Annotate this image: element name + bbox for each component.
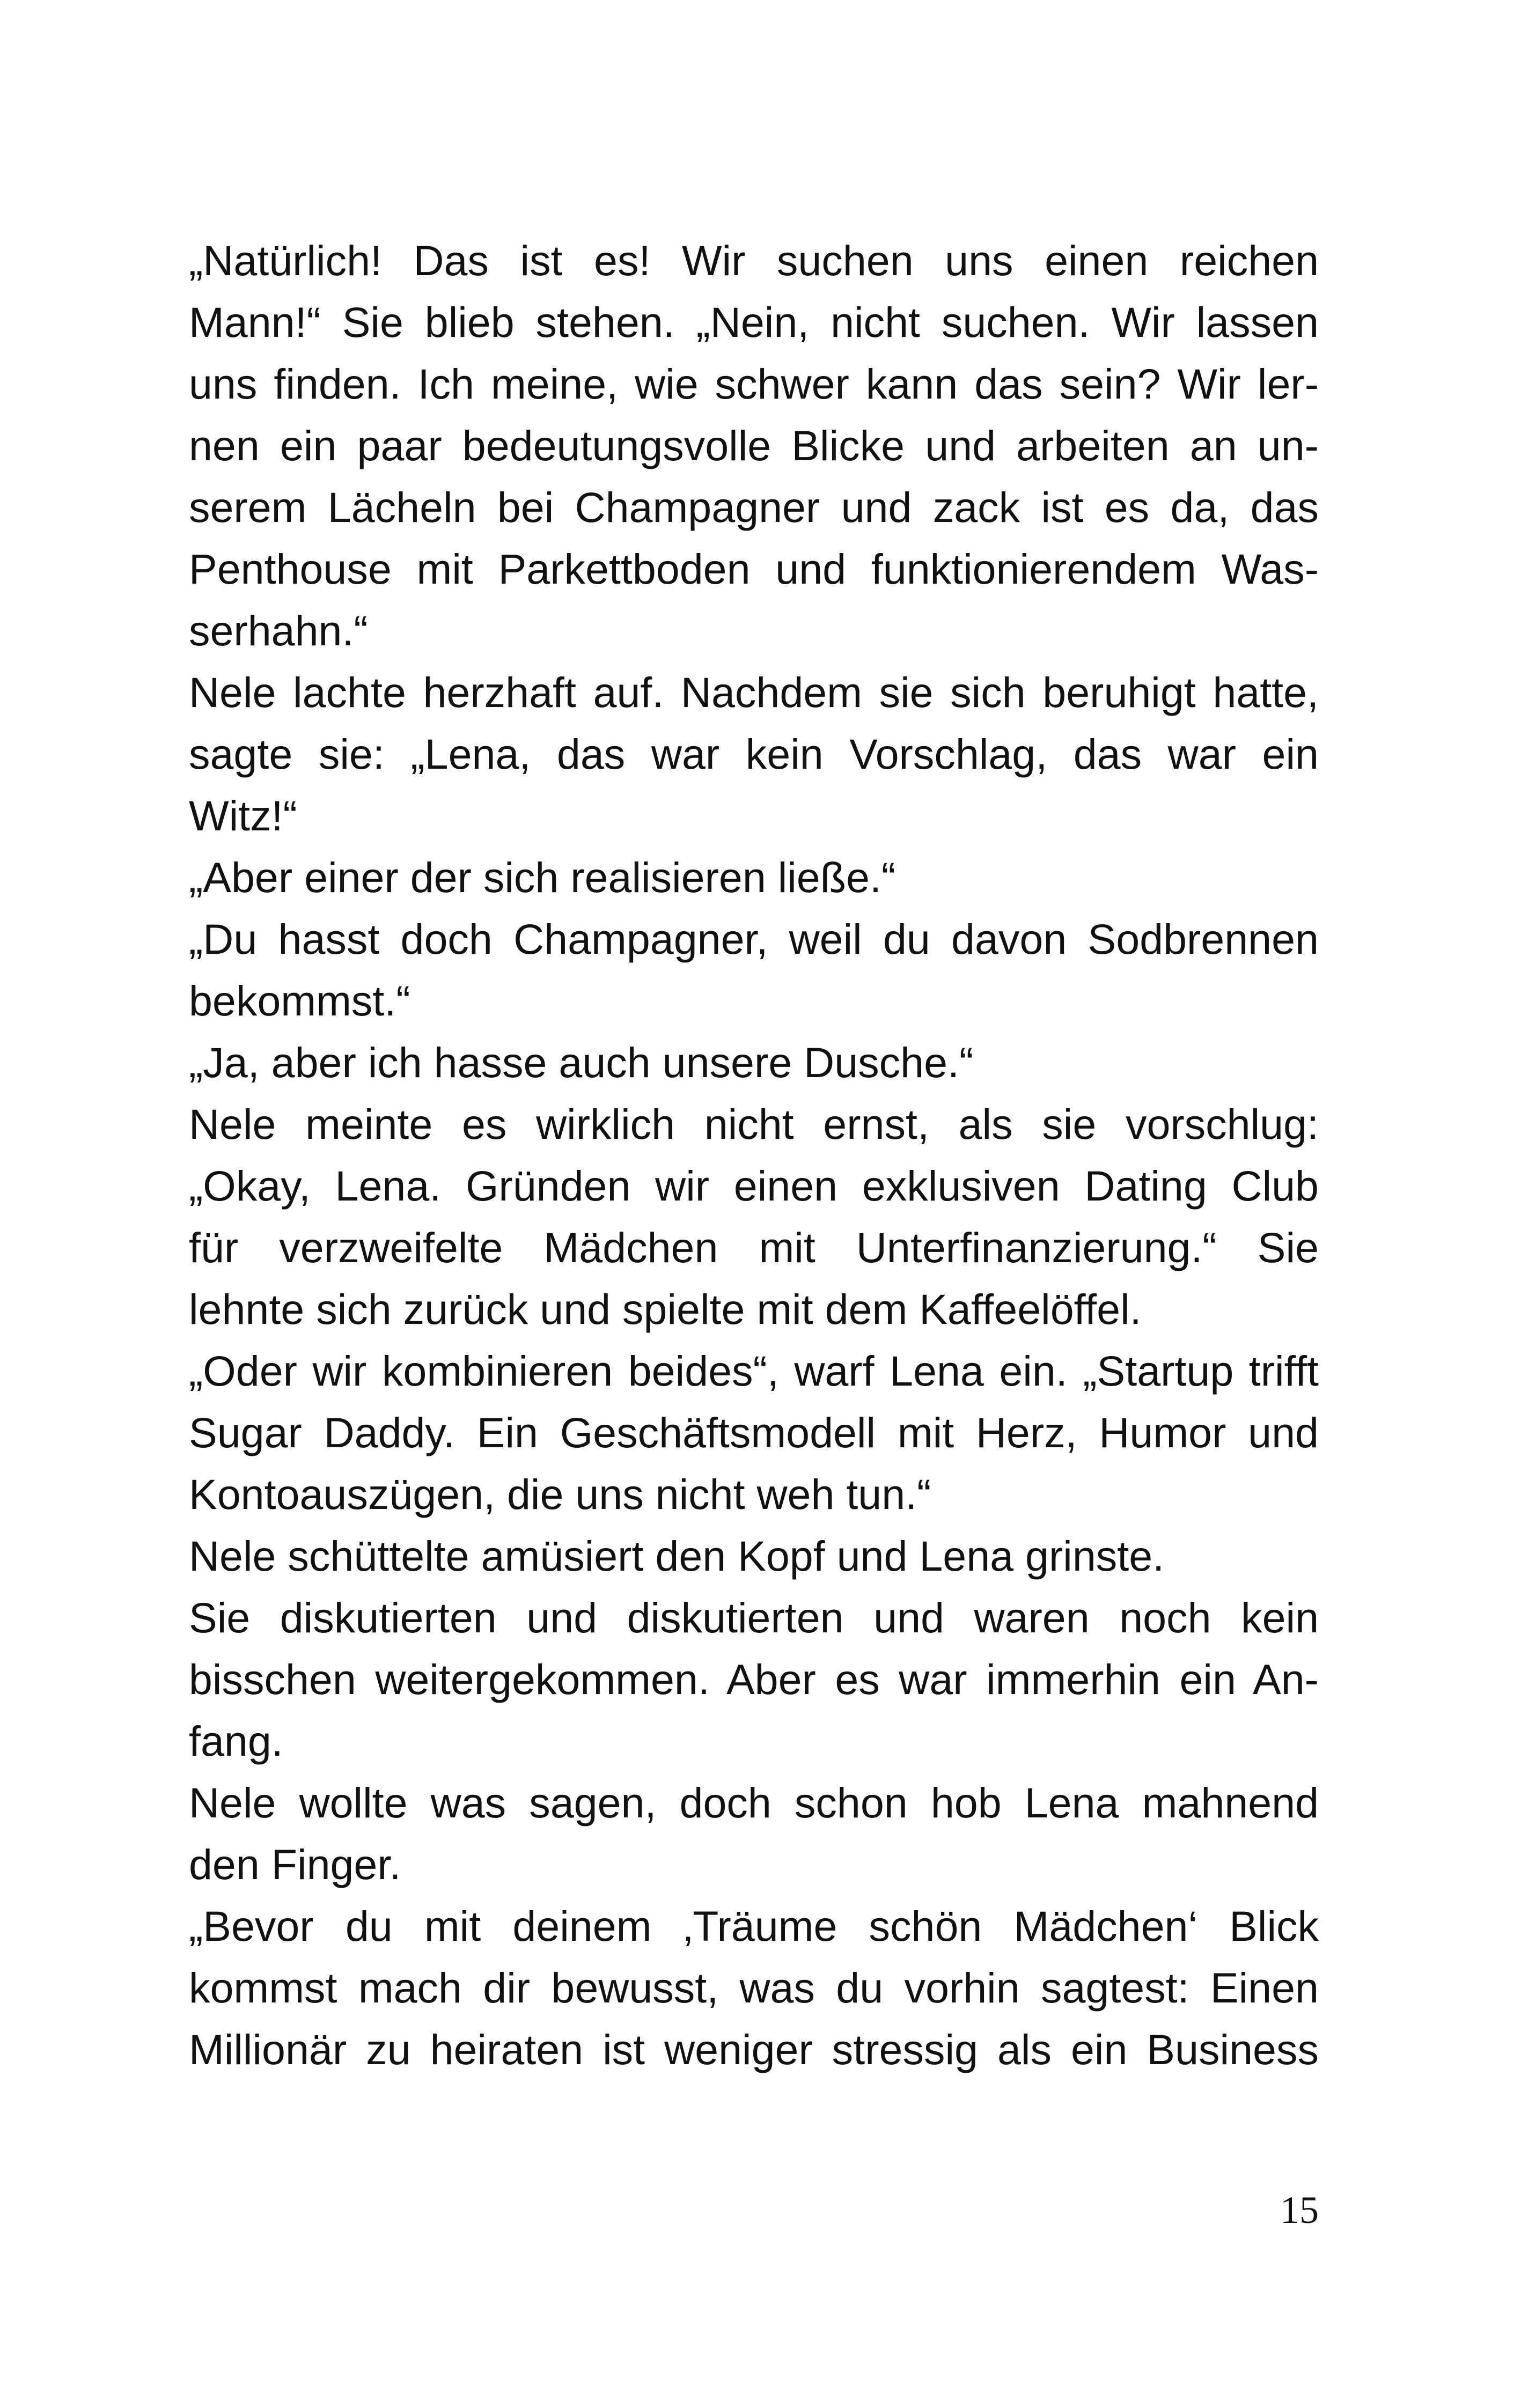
text-line: lehnte sich zurück und spielte mit dem Kaffeelöffel. bbox=[189, 1285, 1142, 1333]
text-line: serem Lächeln bei Champagner und zack ist es da, das bbox=[189, 483, 1319, 531]
text-line: bisschen weitergekommen. Aber es war immerhin ein An- bbox=[189, 1655, 1319, 1703]
text-line: „Ja, aber ich hasse auch unsere Dusche.“ bbox=[189, 1039, 974, 1086]
text-line: für verzweifelte Mädchen mit Unterfinanzierung.“ Sie bbox=[189, 1224, 1319, 1271]
text-line: uns finden. Ich meine, wie schwer kann das sein? Wir ler- bbox=[189, 360, 1319, 408]
text-line: Nele lachte herzhaft auf. Nachdem sie sich beruhigt hatte, bbox=[189, 668, 1319, 716]
body-text bbox=[189, 230, 1319, 2080]
text-line: „Okay, Lena. Gründen wir einen exklusiven Dating Club bbox=[189, 1162, 1319, 1210]
page-number: 15 bbox=[1280, 2189, 1319, 2232]
text-line: Nele meinte es wirklich nicht ernst, als sie vorschlug: bbox=[189, 1100, 1319, 1148]
text-line: bekommst.“ bbox=[189, 977, 410, 1025]
text-line: Nele schüttelte amüsiert den Kopf und Lena grinste. bbox=[189, 1532, 1165, 1580]
text-line: „Oder wir kombinieren beides“, warf Lena ein. „Startup trifft bbox=[189, 1347, 1319, 1395]
text-line: Sugar Daddy. Ein Geschäftsmodell mit Herz, Humor und bbox=[189, 1409, 1319, 1456]
text-line: Sie diskutierten und diskutierten und waren noch kein bbox=[189, 1594, 1319, 1641]
text-line: Kontoauszügen, die uns nicht weh tun.“ bbox=[189, 1470, 931, 1518]
text-line: Millionär zu heiraten ist weniger stressig als ein Business bbox=[189, 2026, 1319, 2073]
text-line: den Finger. bbox=[189, 1840, 401, 1888]
text-line: fang. bbox=[189, 1717, 283, 1765]
text-line: „Aber einer der sich realisieren ließe.“ bbox=[189, 853, 896, 901]
text-line: Witz!“ bbox=[189, 792, 297, 840]
text-line: „Bevor du mit deinem ‚Träume schön Mädchen‘ Blick bbox=[189, 1902, 1319, 1950]
text-line: kommst mach dir bewusst, was du vorhin sagtest: Einen bbox=[189, 1964, 1319, 2012]
text-line: Nele wollte was sagen, doch schon hob Lena mahnend bbox=[189, 1779, 1319, 1827]
text-line: Penthouse mit Parkettboden und funktionierendem Was- bbox=[189, 545, 1319, 593]
text-line: „Du hasst doch Champagner, weil du davon Sodbrennen bbox=[189, 915, 1319, 963]
text-line: „Natürlich! Das ist es! Wir suchen uns einen reichen bbox=[189, 237, 1319, 284]
text-line: sagte sie: „Lena, das war kein Vorschlag, das war ein bbox=[189, 730, 1319, 778]
text-line: Mann!“ Sie blieb stehen. „Nein, nicht suchen. Wir lassen bbox=[189, 298, 1319, 346]
text-line: serhahn.“ bbox=[189, 607, 368, 654]
text-line: nen ein paar bedeutungsvolle Blicke und arbeiten an un- bbox=[189, 422, 1319, 469]
